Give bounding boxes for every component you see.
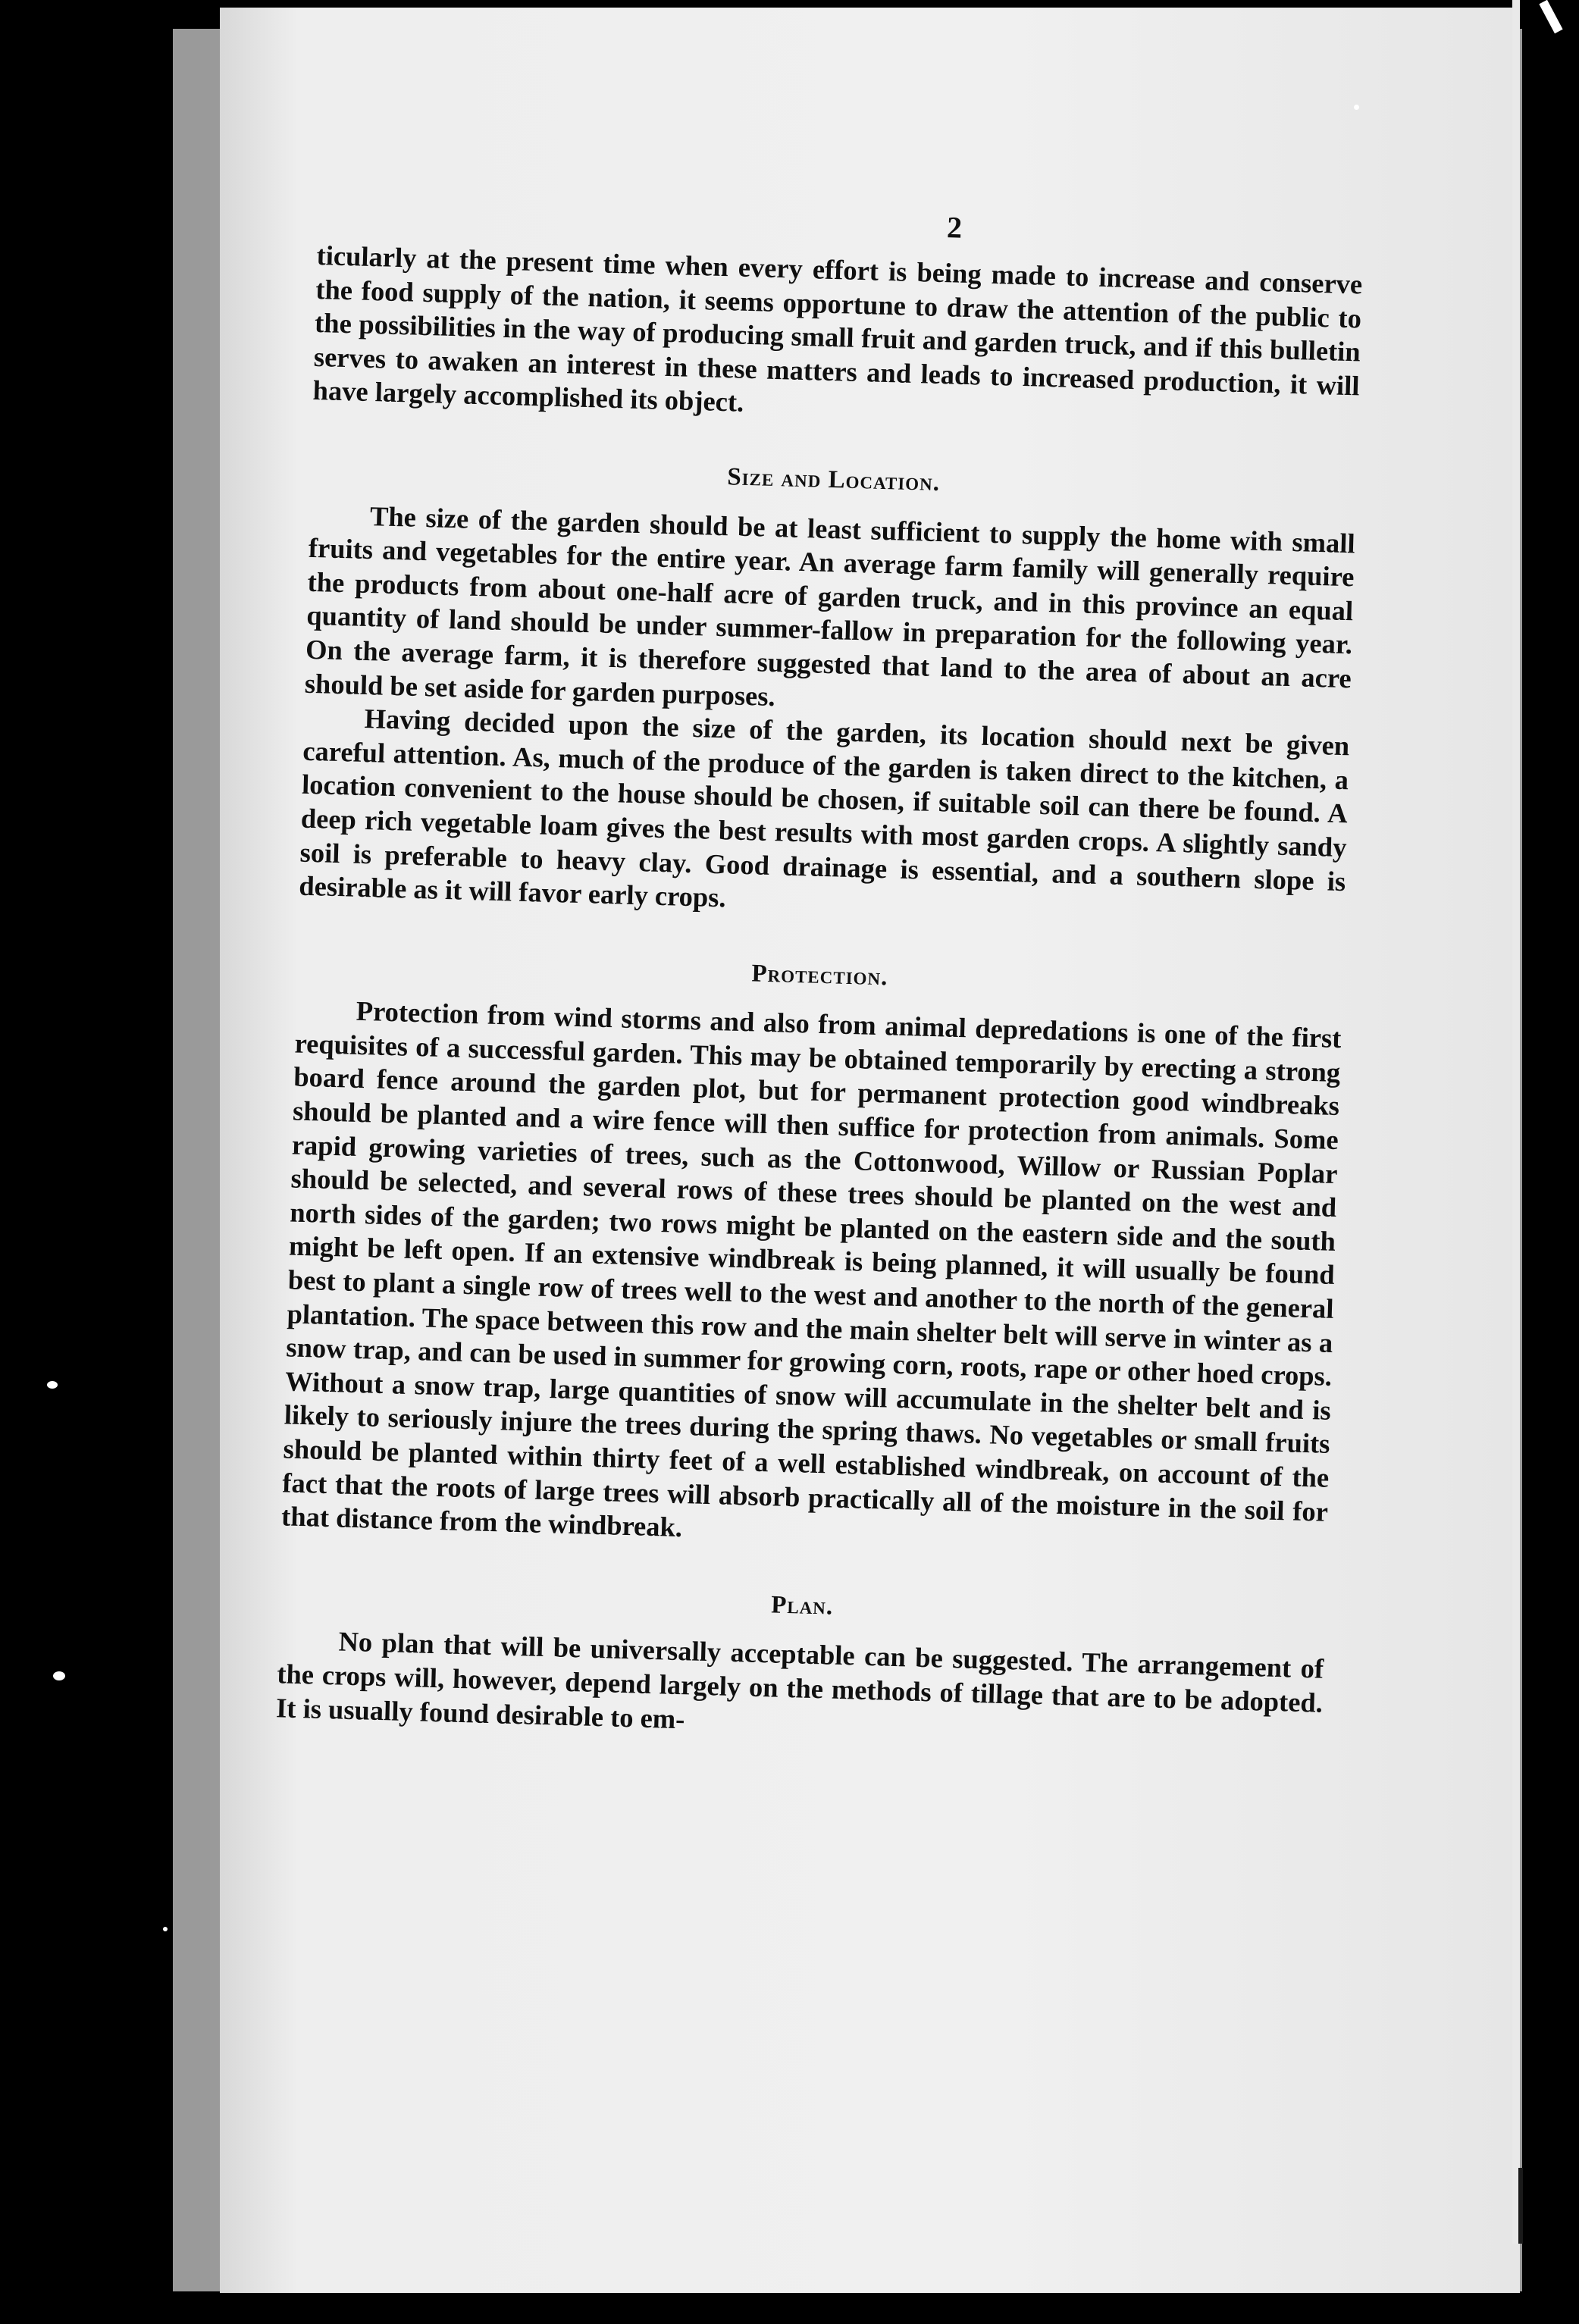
page-edge [1512,0,1520,2244]
section-heading: Plan. [770,1591,834,1621]
body-paragraph: No plan that will be universally acceptable can be suggested. The arrangement of the crops will, however, depend largely on the methods of tillage that are to be adopted. It is usually found desirable to em- [275,1625,1324,1734]
section-heading: Protection. [750,960,888,991]
scan-speck [163,1927,168,1931]
page-content [276,193,1364,1754]
section-plan [276,1574,1326,1754]
scan-speck [1354,105,1359,110]
intro-paragraph: ticularly at the present time when every effort is being made to increase and conserve the food supply of the nation, it seems opportune to draw the attention of the public to the possibilities in the way of producing small fruit and garden truck, and if this bulletin serves to awaken an interest in these matters and leads to increased production, it will have largely accomplished its object. [312,239,1363,418]
section-heading: Size and Location. [726,463,941,497]
binding-mark [1518,2168,1523,2244]
scan-speck [47,1381,58,1389]
section-protection [281,944,1343,1562]
body-paragraph: The size of the garden should be at least sufficient to supply the home with small fruits and vegetables for the entire year. An average farm family will generally require the products from about one-half acre of garden truck, and in this province an equal quantity of land should be under summer-fallow in preparation for the following year. On the average farm, it is therefore suggested that land to the area of about an acre should be set aside for garden purposes. [304,500,1356,712]
body-paragraph: Protection from wind storms and also from animal depredations is one of the first requisites of a successful garden. This may be obtained temporarily by erecting a strong board fence around the garden plot, but for permanent protection good windbreaks should be planted and a wire fence will then suffice for protection from animals. Some rapid growing varieties of trees, such as the Cottonwood, Willow or Russian Poplar should be selected, and several rows of these trees should be planted on the west and north sides of the garden; two rows might be planted on the eastern side and the south might be left open. If an extensive windbreak is being planned, it will usually be found best to plant a single row of trees well to the west and another to the north of the general plantation. The space between this row and the main shelter belt will serve in winter as a snow trap, and can be used in summer for growing corn, roots, rape or other hoed crops. Without a snow trap, large quantities of snow will accumulate in the shelter belt and is likely to seriously injure the trees during the spring thaws. No vegetables or small fruits should be planted within thirty feet of a well established windbreak, on account of the fact that the roots of large trees will absorb practically all of the moisture in the soil for that distance from the windbreak. [280,995,1342,1543]
section-size-and-location [299,449,1357,932]
page-number: 2 [946,210,963,245]
body-paragraph: Having decided upon the size of the garden, its location should next be given careful attention. As, much of the produce of the garden is taken direct to the kitchen, a location convenient to the house should be chosen, if suitable soil can there be found. A deep rich vegetable loam gives the best results with most garden crops. A slightly sandy soil is preferable to heavy clay. Good drainage is essential, and a southern slope is desirable as it will favor early crops. [298,703,1350,913]
scan-speck [53,1671,65,1680]
